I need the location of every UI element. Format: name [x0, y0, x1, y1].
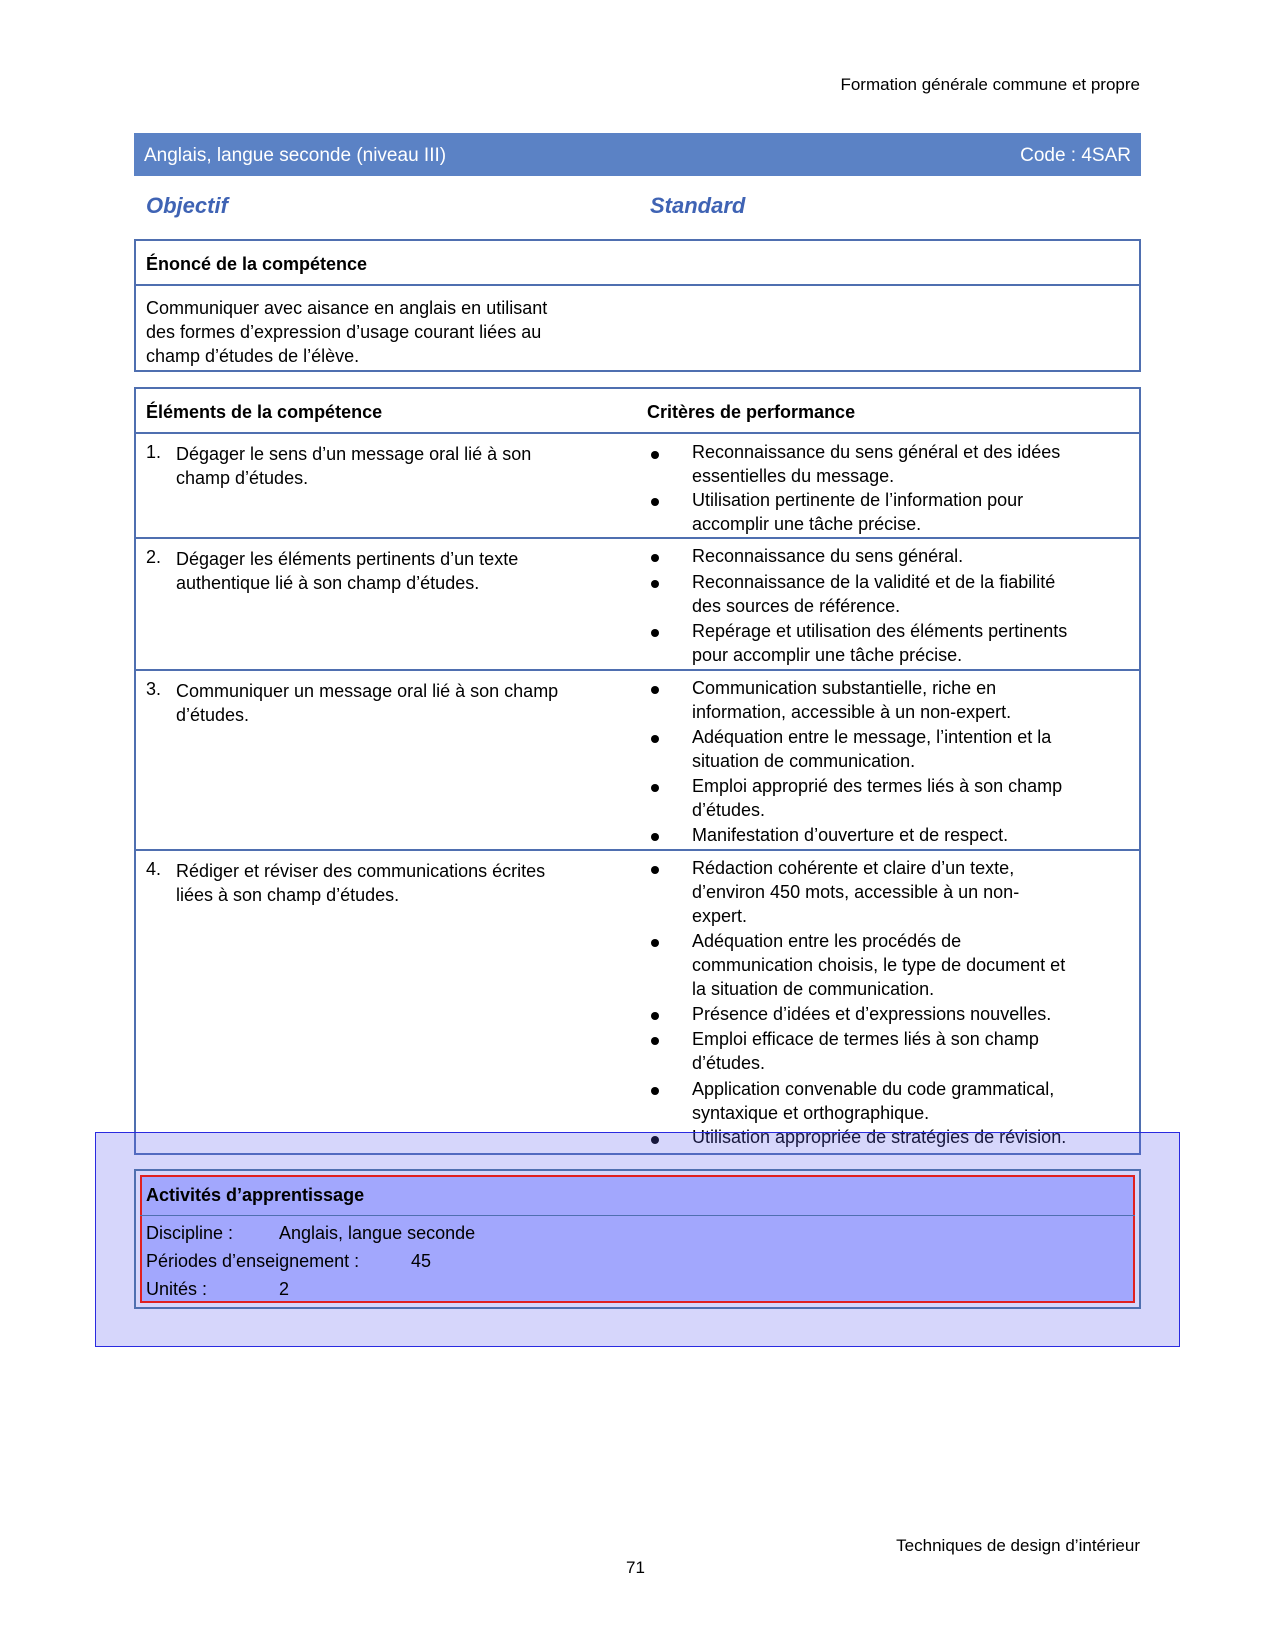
criterion	[692, 929, 1065, 1001]
criterion-line: d’études.	[692, 800, 766, 820]
criterion-line: Repérage et utilisation des éléments pertinents	[692, 621, 1068, 641]
criterion-line: communication choisis, le type de document et	[692, 955, 1066, 975]
criterion-line: Adéquation entre les procédés de	[692, 931, 962, 951]
bullet	[651, 686, 659, 694]
bullet	[651, 498, 659, 506]
course-name: Anglais, langue seconde (niveau III)	[144, 145, 447, 166]
running-header: Formation générale commune et propre	[840, 75, 1140, 94]
unites-value: 2	[279, 1279, 290, 1299]
element-line: Communiquer un message oral lié à son champ	[176, 681, 559, 701]
element-text	[176, 679, 558, 727]
course-title-bar	[134, 133, 1141, 176]
criterion-line: Présence d’idées et d’expressions nouvelles.	[692, 1004, 1052, 1024]
competence-table	[134, 387, 1141, 1155]
bullet	[651, 1012, 659, 1020]
activites-divider	[140, 1215, 1135, 1216]
element-text	[176, 442, 531, 490]
criterion-line: Emploi efficace de termes liés à son champ	[692, 1029, 1039, 1049]
criterion-line: d’études.	[692, 1053, 766, 1073]
criterion-line: Reconnaissance du sens général.	[692, 546, 964, 566]
criterion	[692, 823, 1008, 847]
col-header-elements: Éléments de la compétence	[146, 402, 383, 422]
row-divider	[136, 669, 1139, 671]
criterion	[692, 725, 1051, 773]
element-line: Rédiger et réviser des communications écrites	[176, 861, 546, 881]
criterion	[692, 676, 1011, 724]
col-header-criteres: Critères de performance	[647, 402, 856, 422]
bullet	[651, 784, 659, 792]
element-line: authentique lié à son champ d’études.	[176, 573, 480, 593]
criterion-line: essentielles du message.	[692, 466, 895, 486]
element-number: 3.	[146, 679, 162, 699]
bullet	[651, 1087, 659, 1095]
bullet	[651, 939, 659, 947]
table-divider	[136, 432, 1139, 434]
heading-standard: Standard	[650, 193, 746, 218]
element-line: d’études.	[176, 705, 250, 725]
criterion	[692, 1077, 1054, 1125]
criterion-line: Rédaction cohérente et claire d’un texte,	[692, 858, 1015, 878]
page-number: 71	[626, 1558, 645, 1577]
criterion-line: des sources de référence.	[692, 596, 901, 616]
element-line: liées à son champ d’études.	[176, 885, 400, 905]
element-line: champ d’études.	[176, 468, 309, 488]
bullet	[651, 866, 659, 874]
bullet	[651, 1037, 659, 1045]
element-number: 1.	[146, 442, 162, 462]
activites-box	[134, 1169, 1141, 1309]
bullet	[651, 554, 659, 562]
criterion-line: Utilisation appropriée de stratégies de révision.	[692, 1127, 1067, 1147]
criterion	[692, 488, 1023, 536]
bullet	[651, 580, 659, 588]
criterion-line: Reconnaissance du sens général et des idées	[692, 442, 1061, 462]
footer-program: Techniques de design d’intérieur	[896, 1536, 1140, 1555]
element-number: 2.	[146, 547, 162, 567]
activites-title: Activités d’apprentissage	[146, 1185, 365, 1205]
bullet	[651, 629, 659, 637]
bullet	[651, 451, 659, 459]
criterion	[692, 774, 1062, 822]
criterion-line: Manifestation d’ouverture et de respect.	[692, 825, 1009, 845]
criterion-line: expert.	[692, 906, 748, 926]
periodes-value: 45	[411, 1251, 432, 1271]
criterion-line: situation de communication.	[692, 751, 916, 771]
enonce-box	[134, 239, 1141, 372]
enonce-title: Énoncé de la compétence	[146, 254, 368, 274]
criterion-line: d’environ 450 mots, accessible à un non-	[692, 882, 1020, 902]
criterion-line: pour accomplir une tâche précise.	[692, 645, 963, 665]
discipline-value: Anglais, langue seconde	[279, 1223, 476, 1243]
element-line: Dégager le sens d’un message oral lié à son	[176, 444, 532, 464]
enonce-divider	[136, 284, 1139, 286]
unites-label: Unités :	[146, 1279, 208, 1299]
criterion-line: Reconnaissance de la validité et de la fiabilité	[692, 572, 1056, 592]
bullet	[651, 735, 659, 743]
criterion-line: syntaxique et orthographique.	[692, 1103, 930, 1123]
criterion-line: Application convenable du code grammatical,	[692, 1079, 1055, 1099]
enonce-line: Communiquer avec aisance en anglais en utilisant	[146, 298, 548, 318]
heading-objectif: Objectif	[146, 193, 228, 218]
criterion-line: Emploi approprié des termes liés à son champ	[692, 776, 1063, 796]
criterion	[692, 570, 1055, 618]
enonce-text	[146, 296, 547, 368]
periodes-label: Périodes d’enseignement :	[146, 1251, 360, 1271]
criterion	[692, 856, 1019, 928]
criterion-line: Communication substantielle, riche en	[692, 678, 997, 698]
enonce-line: des formes d’expression d’usage courant liées au	[146, 322, 542, 342]
criterion	[692, 440, 1060, 488]
course-code: Code : 4SAR	[1020, 145, 1131, 166]
enonce-line: champ d’études de l’élève.	[146, 346, 360, 366]
discipline-label: Discipline :	[146, 1223, 234, 1243]
criterion	[692, 1027, 1039, 1075]
criterion	[692, 544, 963, 568]
row-divider	[136, 537, 1139, 539]
criterion	[692, 1002, 1051, 1026]
bullet	[651, 833, 659, 841]
criterion-line: la situation de communication.	[692, 979, 935, 999]
element-text	[176, 547, 518, 595]
criterion-line: accomplir une tâche précise.	[692, 514, 922, 534]
criterion	[692, 619, 1067, 667]
criterion-line: Utilisation pertinente de l’information pour	[692, 490, 1024, 510]
criterion-line: Adéquation entre le message, l’intention et la	[692, 727, 1052, 747]
element-line: Dégager les éléments pertinents d’un texte	[176, 549, 519, 569]
row-divider	[136, 849, 1139, 851]
element-number: 4.	[146, 859, 162, 879]
element-text	[176, 859, 545, 907]
criterion-line: information, accessible à un non-expert.	[692, 702, 1012, 722]
